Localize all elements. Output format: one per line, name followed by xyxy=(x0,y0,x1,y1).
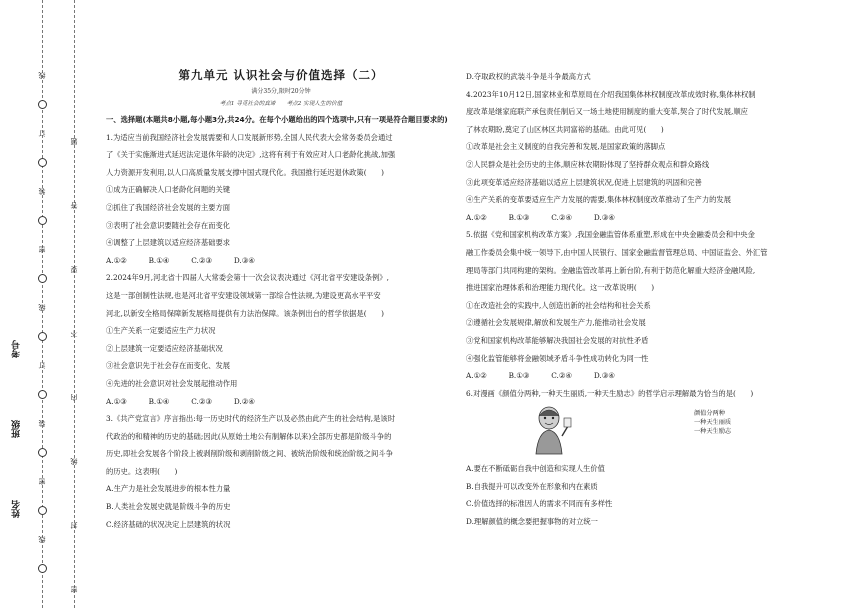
question-text-line: 6.对漫画《颜值分两种,一种天生丽质,一种天生励志》的哲学启示理解最为恰当的是( ) xyxy=(466,388,754,398)
right-column xyxy=(466,68,818,531)
binding-inner-char: 要 xyxy=(70,266,78,273)
question-text-line: 河北,以新安全格局保障新发展格局提供有力法治保障。该条例出台的哲学依据是( ) xyxy=(106,308,384,318)
binding-outer-char: 线 xyxy=(38,304,46,311)
binding-inner-char: 题 xyxy=(70,138,78,145)
page-title: 第九单元 认识社会与价值选择（二） xyxy=(178,68,384,82)
question-text-line: ③党和国家机构改革能够解决我国社会发展的对抗性矛盾 xyxy=(466,335,649,345)
binding-outer-char: 装 xyxy=(38,188,46,195)
question-text-line: 历史,即社会发展各个阶段上被剥削阶级和剥削阶级之间、被统治阶级和统治阶级之间斗争 xyxy=(106,449,393,459)
binding-strip xyxy=(0,0,92,608)
question-text-line: ①改革是社会主义制度的自我完善和发展,是国家政策的落脚点 xyxy=(466,142,666,152)
binding-outer-char: 订 xyxy=(38,130,46,137)
binding-inner-char: 不 xyxy=(70,330,78,337)
left-column xyxy=(106,64,456,533)
answer-option-line: A.要在不断砥砺自我中创造和实现人生价值 xyxy=(466,464,605,474)
binding-outer-char: 装 xyxy=(38,420,46,427)
right-option-list xyxy=(466,460,818,530)
binding-inner-char: 密 xyxy=(70,586,78,593)
cartoon-figure xyxy=(466,404,818,456)
question-text-line: 这是一部创制性法规,也是河北省平安建设领域第一部综合性法规,为建设更高水平平安 xyxy=(106,290,381,300)
question-text-line: 4.2023年10月12日,国家林业和草原局在介绍我国集体林权制度改革成效时称,集体林权制 xyxy=(466,89,756,99)
question-text-line: ②遵循社会发展规律,解放和发展生产力,能推动社会发展 xyxy=(466,318,646,328)
binding-hole-icon xyxy=(38,100,47,109)
question-text-line: B.人类社会发展史就是阶级斗争的历史 xyxy=(106,502,231,512)
question-text-line: 1.为适应当前我国经济社会发展需要和人口发展新形势,全国人民代表大会常务委员会通过 xyxy=(106,132,393,142)
binding-hole-icon xyxy=(38,216,47,225)
question-text-line: 理局等部门共同构建的架构。金融监管改革再上新台阶,有利于防范化解重大经济金融风险, xyxy=(466,265,756,275)
cartoon-caption-line3: 一种天生励志 xyxy=(694,428,732,436)
question-text-line: A.①② B.①④ C.②③ D.③④ xyxy=(106,255,255,265)
field-class-label: 班级 xyxy=(12,420,22,438)
question-text-line: A.①② B.①③ C.②④ D.③④ xyxy=(466,371,615,381)
score-time-note: 满分35分,限时20分钟 xyxy=(251,88,311,95)
binding-hole-icon xyxy=(38,564,47,573)
question-text-line: A.①② B.①③ C.②④ D.③④ xyxy=(466,212,615,222)
question-text-line: C.经济基础的状况决定上层建筑的状况 xyxy=(106,519,231,529)
binding-outer-char: 线 xyxy=(38,536,46,543)
question-text-line: D.夺取政权的武装斗争是斗争最高方式 xyxy=(466,72,591,81)
question-text-line: ①生产关系一定要适应生产力状况 xyxy=(106,326,216,336)
binding-hole-icon xyxy=(38,506,47,515)
question-text-line: ①在改造社会的实践中,人创造出新的社会结构和社会关系 xyxy=(466,300,651,310)
field-examno-label: 考号 xyxy=(12,340,22,358)
question-text-line: ③社会意识先于社会存在而变化、发展 xyxy=(106,361,231,371)
question-text-line: 了林农期盼,奠定了山区林区共同富裕的基础。由此可见( ) xyxy=(466,124,664,134)
section-heading: 一、选择题(本题共8小题,每小题3分,共24分。在每个小题给出的四个选项中,只有一项是符合题目要求的) xyxy=(106,115,448,124)
binding-hole-icon xyxy=(38,332,47,341)
binding-outer-char: 密 xyxy=(38,478,46,485)
binding-hole-icon xyxy=(38,390,47,399)
question-text-line: 的历史。这表明( ) xyxy=(106,466,178,476)
question-text-line: ④生产关系的变革要适应生产力发展的需要,集体林权制度改革推动了生产力的发展 xyxy=(466,195,732,205)
question-text-line: ②抓住了我国经济社会发展的主要方面 xyxy=(106,202,231,212)
binding-outer-char: 订 xyxy=(38,362,46,369)
question-text-line: ②上层建筑一定要适应经济基础状况 xyxy=(106,343,223,353)
binding-outer-char: 线 xyxy=(38,72,46,79)
question-text-line: 2.2024年9月,河北省十四届人大常委会第十一次会议表决通过《河北省平安建设条例》, xyxy=(106,273,389,283)
binding-inner-char: 内 xyxy=(70,394,78,401)
question-text-line: ④调整了上层建筑以适应经济基础要求 xyxy=(106,238,231,248)
question-text-line: 5.依据《党和国家机构改革方案》,我国金融监管体系重塑,形成在中央金融委员会和中央金 xyxy=(466,230,755,240)
question-text-line: A.①③ B.①④ C.②③ D.②④ xyxy=(106,396,255,406)
cartoon-caption-line2: 一种天生丽质 xyxy=(694,419,732,427)
answer-option-line: D.理解颜值的概念要把握事物的对立统一 xyxy=(466,517,598,527)
question-text-line: A.生产力是社会发展进步的根本性力量 xyxy=(106,484,231,494)
binding-hole-icon xyxy=(38,158,47,167)
question-text-line: 度改革是继家庭联产承包责任制后又一场土地使用制度的重大变革,契合了时代发展,顺应 xyxy=(466,107,748,117)
question-text-line: 代政治的和精神的历史的基础;因此(从原始土地公有制解体以来)全部历史都是阶级斗争的 xyxy=(106,431,392,441)
question-text-line: 融工作委员会集中统一领导下,由中国人民银行、国家金融监督管理总局、中国证监会、外汇管 xyxy=(466,247,768,257)
question-text-line: 人力资源开发利用,以人口高质量发展支撑中国式现代化。我国推行延迟退休政策( ) xyxy=(106,167,384,177)
field-name-label: 姓名 xyxy=(12,500,22,518)
cartoon-illustration xyxy=(526,404,572,456)
question-text-line: 了《关于实施渐进式延迟法定退休年龄的决定》,这将有利于有效应对人口老龄化挑战,加强 xyxy=(106,150,396,160)
binding-hole-icon xyxy=(38,274,47,283)
binding-inner-char: 封 xyxy=(70,522,78,529)
binding-outer-char: 密 xyxy=(38,246,46,253)
binding-inner-char: 答 xyxy=(70,202,78,209)
question-text-line: 3.《共产党宣言》序言指出:每一历史时代的经济生产以及必然由此产生的社会结构,是该时 xyxy=(106,414,396,424)
topic-note: 考点1 寻觅社会的真谛 考点2 实现人生的价值 xyxy=(219,101,343,107)
answer-option-line: C.价值选择的标准因人的需求不同而有多样性 xyxy=(466,499,613,509)
question-text-line: 推进国家治理体系和治理能力现代化。这一改革说明( ) xyxy=(466,283,655,293)
question-text-line: ③表明了社会意识要随社会存在而变化 xyxy=(106,220,231,230)
question-text-line: ④强化监管能够将金融领域矛盾斗争性成功转化为同一性 xyxy=(466,353,649,363)
inner-seal-line xyxy=(74,0,75,608)
binding-hole-icon xyxy=(38,448,47,457)
left-question-list xyxy=(106,129,456,534)
binding-inner-char: 线 xyxy=(70,458,78,465)
answer-option-line: B.自我提升可以改变外在形象和内在素质 xyxy=(466,481,598,491)
question-text-line: ③此项变革适应经济基础以适应上层建筑状况,促进上层建筑的巩固和完善 xyxy=(466,177,702,187)
question-text-line: ④先进的社会意识对社会发展起推动作用 xyxy=(106,378,238,388)
question-text-line: ①成为正确解决人口老龄化问题的关键 xyxy=(106,185,231,195)
question-text-line: ②人民群众是社会历史的主体,顺应林农期盼体现了坚持群众观点和群众路线 xyxy=(466,159,710,169)
cartoon-caption-line1: 颜值分两种 xyxy=(694,410,725,418)
right-question-list xyxy=(466,68,818,402)
